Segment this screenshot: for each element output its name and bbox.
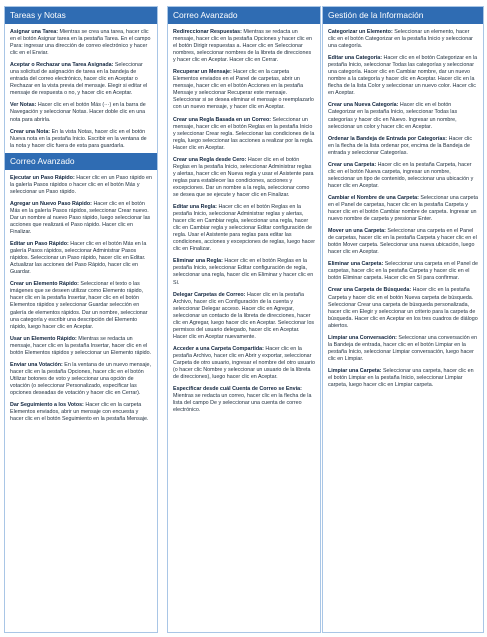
column-advanced-mail bbox=[167, 6, 321, 633]
entry-title: Eliminar una Regla: bbox=[173, 258, 223, 265]
entry-title: Mover un una Carpeta: bbox=[328, 228, 386, 235]
instruction-entry bbox=[5, 29, 157, 57]
entry-body: Hacer clic en el botón Categorizar en la pestaña Inicio, seleccionar Todas las categorías y seleccionar una categoría. Hacer clic en Cambiar nombre, dar un nuevo nombre a la categoría y hacer clic en Aceptar. Hacer clic en la flecha de la lista Color y seleccionar un nuevo color. Hacer clic en Aceptar. bbox=[328, 55, 478, 97]
entry-title: Crear una Carpeta: bbox=[328, 161, 377, 168]
entry-body: Hacer clic en un Paso rápido en la galería Pasos rápidos o hacer clic en el botón Más y seleccionar un Paso rápido. bbox=[10, 174, 152, 195]
entry-title: Recuperar un Mensaje: bbox=[173, 69, 232, 76]
instruction-entry bbox=[168, 346, 320, 381]
entry-title: Limpiar una Conversación: bbox=[328, 334, 397, 341]
entry-title: Crear una Regla Basada en un Correo: bbox=[173, 116, 271, 123]
entry-body: Seleccionar una carpeta, hacer clic en el botón Limpiar en la pestaña Inicio, seleccionar Limpiar carpeta, luego hacer clic en Limpiar carpeta. bbox=[328, 367, 474, 389]
entry-body: Hacer clic en el botón Reglas en la pestaña Inicio, seleccionar Administrar reglas y alertas, hacer clic en Cambiar regla, seleccionar una regla, hacer clic en Cambiar regla y seleccionar Editar configuración de regla. Usar el Asistente para reglas para editar las condiciones, acciones y excepciones de reglas, luego hacer clic en Finalizar. bbox=[173, 204, 315, 253]
instruction-entry bbox=[5, 402, 157, 423]
instruction-entry bbox=[323, 55, 483, 97]
entry-title: Ordenar la Bandeja de Entrada por Categorías: bbox=[328, 135, 448, 142]
instruction-entry bbox=[323, 368, 483, 389]
entry-title: Aceptar o Rechazar una Tarea Asignada: bbox=[10, 62, 114, 69]
entry-body: Mientras se redacta un mensaje, hacer clic en la pestaña Insertar, hacer clic en el botón Elementos rápidos y seleccionar un Elemento rápido. bbox=[10, 335, 152, 356]
entry-body: Hacer clic en la pestaña Carpeta y hacer clic en el botón Nueva carpeta de búsqueda. Seleccionar Crear una carpeta de búsqueda personalizada, hacer clic en Elegir y seleccionar un criterio para la carpeta de búsqueda. Hacer clic en Aceptar en los tres cuadros de diálogo abiertos. bbox=[328, 287, 478, 329]
instruction-entry bbox=[168, 69, 320, 111]
entry-title: Asignar una Tarea: bbox=[10, 29, 59, 35]
instruction-entry bbox=[5, 336, 157, 357]
entry-body: Hacer clic en la carpeta Elementos enviados, abrir un mensaje con encuesta y hacer clic en el botón Seguimiento en la pestaña Mensaje. bbox=[10, 402, 149, 423]
entry-body: Seleccionar una carpeta en el Panel de carpetas, hacer clic en la pestaña Carpeta y hacer clic en el botón Cambiar nombre de carpeta. Ingresar un nuevo nombre de carpeta y presionar Enter. bbox=[328, 194, 478, 223]
column-tasks-notes bbox=[4, 6, 158, 633]
entry-title: Crear una Carpeta de Búsqueda: bbox=[328, 287, 412, 294]
entry-title: Categorizar un Elemento: bbox=[328, 29, 393, 35]
entry-body: Hacer clic en la flecha de la lista ordenar por, encima de la Bandeja de entrada y seleccionar Categorías. bbox=[328, 135, 473, 156]
section-header: Tareas y Notas bbox=[5, 7, 157, 24]
instruction-entry bbox=[323, 335, 483, 363]
section-header: Gestión de la Información bbox=[323, 7, 483, 24]
section-header: Correo Avanzado bbox=[168, 7, 320, 24]
instruction-entry bbox=[323, 228, 483, 256]
entry-title: Ver Notas: bbox=[10, 102, 37, 109]
entry-title: Especificar desde cuál Cuenta de Correo se Envía: bbox=[173, 386, 302, 393]
entry-title: Editar una Categoría: bbox=[328, 55, 383, 62]
entry-title: Editar una Regla: bbox=[173, 204, 217, 211]
entry-body: Seleccionar una carpeta en el Panel de carpetas, hacer clic en la pestaña Carpeta y hacer clic en el botón Eliminar carpeta. Hacer clic en Sí para confirmar. bbox=[328, 261, 479, 282]
entry-title: Dar Seguimiento a los Votos: bbox=[10, 402, 84, 409]
instruction-entry bbox=[168, 258, 320, 286]
instruction-entry bbox=[323, 195, 483, 223]
entry-body: Seleccionar un elemento, hacer clic en el botón Categorizar en la pestaña Inicio y seleccionar una categoría. bbox=[328, 29, 473, 50]
entry-title: Enviar una Votación: bbox=[10, 361, 63, 368]
instruction-entry bbox=[5, 362, 157, 397]
instruction-entry bbox=[5, 62, 157, 97]
instruction-entry bbox=[168, 29, 320, 64]
entry-title: Crear una Nueva Categoría: bbox=[328, 102, 399, 109]
instruction-entry bbox=[5, 175, 157, 196]
entry-title: Crear una Nota: bbox=[10, 128, 51, 135]
entry-title: Editar un Paso Rápido: bbox=[10, 241, 69, 248]
entry-body: En la vista Notas, hacer clic en el botón Nueva nota en la pestaña Inicio. Escribir en la ventana de la nota y hacer clic fuera de esta para guardarla. bbox=[10, 128, 147, 149]
entry-body: Hacer clic en el botón Más (···) en la barra de Navegación y seleccionar Notas. Hacer doble clic en una nota para abrirla. bbox=[10, 102, 146, 123]
entry-title: Cambiar el Nombre de una Carpeta: bbox=[328, 194, 419, 201]
instruction-entry bbox=[5, 129, 157, 150]
entry-title: Redireccionar Respuestas: bbox=[173, 29, 242, 35]
instruction-entry bbox=[323, 136, 483, 157]
entry-body: Hacer clic en el botón Más en la galería Pasos rápidos, seleccionar Crear nuevo. Dar un nombre al nuevo Paso rápido, luego seleccionar las acciones que realizará el Paso rápido. Hacer clic en Finalizar. bbox=[10, 200, 151, 236]
entry-body: Hacer clic en la carpeta Elementos enviados en el Panel de carpetas, abrir un mensaje, hacer clic en el botón Acciones en la pestaña Mensaje y seleccionar Recuperar este mensaje. Seleccionar si se desea eliminar el mensaje o reemplazarlo con un nuevo mensaje, y hacer clic en Aceptar. bbox=[173, 69, 314, 111]
entry-body: Seleccionar un mensaje, hacer clic en el botón Reglas en la pestaña Inicio y seleccionar Crear regla. Seleccionar las condiciones de la regla, luego seleccionar las acciones a realizar por la regla. Hacer clic en Aceptar. bbox=[173, 116, 315, 151]
entry-title: Acceder a una Carpeta Compartida: bbox=[173, 345, 264, 352]
instruction-entry bbox=[5, 241, 157, 276]
instruction-entry bbox=[323, 162, 483, 190]
entry-body: Mientras se crea una tarea, hacer clic en el botón Asignar tarea en la pestaña Tarea. En el campo Para: ingresar una dirección de correo electrónico y hacer clic en el Enviar. bbox=[10, 29, 151, 57]
entry-body: Seleccionar una carpeta en el Panel de carpetas, hacer clic en la pestaña Carpeta y hacer clic en el botón Mover carpeta. Seleccionar una nueva ubicación, luego hacer clic en Aceptar. bbox=[328, 228, 477, 256]
entry-title: Agregar un Nuevo Paso Rápido: bbox=[10, 200, 92, 207]
entry-body: Hacer clic en la pestaña Archivo, hacer clic en Configuración de la cuenta y seleccionar Delegar acceso. Hacer clic en Agregar, seleccionar un contacto de la libreta de direcciones, hacer clic en Agregar, luego hacer clic en Aceptar. Seleccionar los permisos del usuario delegado, hacer clic en Aceptar. Hacer clic en Aceptar nuevamente. bbox=[173, 291, 315, 340]
entry-body: Hacer clic en la pestaña Archivo, hacer clic en Abrir y exportar, seleccionar Carpeta de otro usuario, ingresar el nombre del otro usuario (o hacer clic Nombre y seleccionar un usuario de la libreta de direcciones), luego hacer clic en Aceptar. bbox=[173, 345, 315, 381]
entry-title: Crear un Elemento Rápido: bbox=[10, 281, 79, 288]
entry-title: Eliminar una Carpeta: bbox=[328, 261, 384, 268]
entry-body: Hacer clic en el botón Reglas en la pestaña Inicio, seleccionar Editar configuración de regla, seleccionar una regla, hacer clic en Eliminar y hacer clic en Sí. bbox=[173, 258, 314, 286]
instruction-entry bbox=[168, 386, 320, 414]
instruction-entry bbox=[168, 204, 320, 253]
instruction-entry bbox=[168, 292, 320, 341]
instruction-entry bbox=[323, 287, 483, 329]
entry-body: Seleccionar una conversación en la Bandeja de entrada, hacer clic en el botón Limpiar en la pestaña Inicio, seleccionar Limpiar conversación, luego hacer clic en Limpiar. bbox=[328, 334, 478, 362]
instruction-entry bbox=[5, 201, 157, 236]
entry-body: Seleccionar el texto o las imágenes que se deseen utilizar como Elemento rápido, hacer clic en la pestaña Insertar, hacer clic en el botón Elementos rápidos y seleccionar Guardar selección en galería de elementos rápidos. Dar un nombre, seleccionar una categoría y escribir una descripción del Elemento rápido, luego hacer clic en Aceptar. bbox=[10, 281, 148, 330]
entry-body: En la ventana de un nuevo mensaje, hacer clic en la pestaña Opciones, hacer clic en el botón Utilizar botones de voto y seleccionar una opción de votación (o seleccionar Personalizado, especificar las opciones deseadas de votación y hacer clic en Cerrar). bbox=[10, 361, 152, 396]
entry-body: Seleccionar una solicitud de asignación de tarea en la bandeja de entrada del correo electrónico, hacer clic en Aceptar o Rechazar en la vista previa del mensaje. Elegir si editar el mensaje de respuesta o no, y hacer clic en Aceptar. bbox=[10, 62, 148, 97]
entry-title: Delegar Carpetas de Correo: bbox=[173, 291, 246, 298]
entry-body: Hacer clic en el botón Categorizar en la pestaña Inicio, seleccionar Todas las categorías y hacer clic en Nuevo. Ingresar un nombre, seleccionar un color y hacer clic en Aceptar. bbox=[328, 102, 458, 130]
instruction-entry bbox=[5, 102, 157, 123]
entry-body: Hacer clic en el botón Más en la galería Pasos rápidos, seleccionar Administrar Pasos rápidos. Seleccionar un Paso rápido, hacer clic en Editar. Actualizar las acciones del Paso Rápido, hacer clic en Guardar. bbox=[10, 241, 147, 276]
column-information-management bbox=[322, 6, 484, 633]
instruction-entry bbox=[323, 261, 483, 282]
entry-title: Crear una Regla desde Cero: bbox=[173, 156, 247, 163]
instruction-entry bbox=[323, 102, 483, 130]
instruction-entry bbox=[168, 157, 320, 199]
entry-body: Mientras se redacta un mensaje, hacer clic en la pestaña Opciones y hacer clic en el botón Dirigir respuestas a. Hacer clic en Seleccionar nombres, seleccionar nombres de la libreta de direcciones y hacer clic en Aceptar. Hacer clic en Cerrar. bbox=[173, 29, 313, 64]
entry-title: Ejecutar un Paso Rápido: bbox=[10, 174, 75, 181]
instruction-entry bbox=[5, 281, 157, 330]
entry-title: Limpiar una Carpeta: bbox=[328, 367, 382, 374]
entry-body: Hacer clic en el botón Reglas en la pestaña Inicio, seleccionar Administrar reglas y alertas, hacer clic en Nueva regla y usar el Asistente para reglas para establecer las condiciones, acciones y excepciones. Dar un nombre a la regla, seleccionar como se desea que se ejecute y hacer clic en Finalizar. bbox=[173, 156, 314, 198]
entry-title: Usar un Elemento Rápido: bbox=[10, 335, 77, 342]
instruction-entry bbox=[323, 29, 483, 50]
entry-body: Mientras se redacta un correo, hacer clic en la flecha de la lista del campo De y seleccionar una cuenta de correo electrónico. bbox=[173, 393, 312, 414]
instruction-entry bbox=[168, 117, 320, 152]
entry-body: Hacer clic en la pestaña Carpeta, hacer clic en el botón Nueva carpeta, ingresar un nombre, seleccionar un tipo de contenido, seleccionar una ubicación y hacer clic en Aceptar. bbox=[328, 161, 474, 189]
section-header: Correo Avanzado bbox=[5, 153, 157, 170]
